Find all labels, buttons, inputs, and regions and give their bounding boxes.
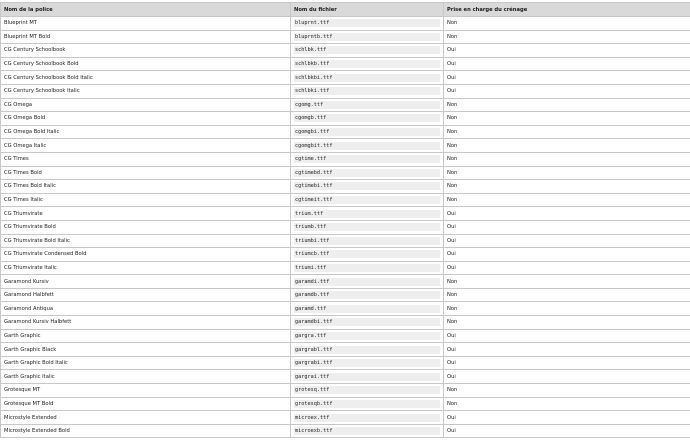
table-row (1, 44, 690, 58)
file-name-code: triumbi.ttf (294, 237, 440, 245)
kerning-cell: Non (444, 166, 690, 180)
table-row (1, 84, 690, 98)
file-name-code: schlbki.ttf (294, 87, 440, 95)
file-name-code: triumi.ttf (294, 264, 440, 272)
file-name-code: gargrabl.ttf (294, 346, 440, 354)
file-name-cell (291, 193, 444, 207)
table-row (1, 166, 690, 180)
kerning-cell: Oui (444, 207, 690, 221)
file-name-cell (291, 98, 444, 112)
table-row (1, 180, 690, 194)
kerning-cell: Non (444, 17, 690, 31)
table-row (1, 411, 690, 425)
table-header-row (1, 3, 690, 17)
file-name-cell (291, 248, 444, 262)
file-name-code: schlbkb.ttf (294, 60, 440, 68)
file-name-cell (291, 30, 444, 44)
kerning-cell: Non (444, 288, 690, 302)
table-row (1, 57, 690, 71)
font-name-cell: CG Triumvirate Bold (1, 220, 291, 234)
font-name-cell: Garth Graphic Black (1, 343, 291, 357)
column-header-file-name: Nom du fichier (291, 3, 444, 17)
table-row (1, 71, 690, 85)
file-name-cell (291, 370, 444, 384)
table-row (1, 139, 690, 153)
table-row (1, 17, 690, 31)
kerning-cell: Non (444, 397, 690, 411)
file-name-code: cgomg.ttf (294, 101, 440, 109)
file-name-cell (291, 234, 444, 248)
file-name-cell (291, 316, 444, 330)
file-name-code: gargrai.ttf (294, 373, 440, 381)
file-name-cell (291, 71, 444, 85)
table-row (1, 98, 690, 112)
file-name-cell (291, 152, 444, 166)
table-row (1, 112, 690, 126)
font-name-cell: Garth Graphic Bold Italic (1, 356, 291, 370)
file-name-code: triumcb.ttf (294, 250, 440, 258)
font-name-cell: CG Times Bold Italic (1, 180, 291, 194)
table-row (1, 248, 690, 262)
file-name-cell (291, 180, 444, 194)
font-name-cell: Garth Graphic (1, 329, 291, 343)
file-name-code: trium.ttf (294, 210, 440, 218)
file-name-code: cgtimebd.ttf (294, 169, 440, 177)
kerning-cell: Non (444, 193, 690, 207)
font-table (0, 2, 690, 438)
table-row (1, 397, 690, 411)
font-name-cell: CG Century Schoolbook Bold (1, 57, 291, 71)
kerning-cell: Oui (444, 424, 690, 438)
file-name-code: cgomgbit.ttf (294, 142, 440, 150)
file-name-code: garamdbi.ttf (294, 318, 440, 326)
font-name-cell: CG Triumvirate Italic (1, 261, 291, 275)
file-name-code: gargra.ttf (294, 332, 440, 340)
font-name-cell: CG Times Italic (1, 193, 291, 207)
file-name-cell (291, 207, 444, 221)
font-name-cell: Garamond Antiqua (1, 302, 291, 316)
kerning-cell: Non (444, 384, 690, 398)
kerning-cell: Oui (444, 329, 690, 343)
file-name-cell (291, 302, 444, 316)
file-name-code: grotesqb.ttf (294, 400, 440, 408)
file-name-code: garamd.ttf (294, 305, 440, 313)
table-row (1, 384, 690, 398)
font-name-cell: Garamond Kursiv Halbfett (1, 316, 291, 330)
font-name-cell: CG Century Schoolbook (1, 44, 291, 58)
kerning-cell: Oui (444, 343, 690, 357)
kerning-cell: Non (444, 275, 690, 289)
font-name-cell: Blueprint MT (1, 17, 291, 31)
file-name-code: microexb.ttf (294, 427, 440, 435)
file-name-cell (291, 17, 444, 31)
kerning-cell: Oui (444, 234, 690, 248)
kerning-cell: Oui (444, 248, 690, 262)
file-name-cell (291, 57, 444, 71)
file-name-cell (291, 288, 444, 302)
file-name-code: garamdb.ttf (294, 291, 440, 299)
file-name-cell (291, 384, 444, 398)
font-name-cell: CG Century Schoolbook Bold Italic (1, 71, 291, 85)
kerning-cell: Oui (444, 261, 690, 275)
font-name-cell: Garamond Halbfett (1, 288, 291, 302)
font-name-cell: CG Times (1, 152, 291, 166)
font-name-cell: CG Triumvirate Condensed Bold (1, 248, 291, 262)
kerning-cell: Non (444, 152, 690, 166)
file-name-code: schlbkbi.ttf (294, 74, 440, 82)
font-name-cell: Grotesque MT Bold (1, 397, 291, 411)
file-name-cell (291, 356, 444, 370)
table-row (1, 370, 690, 384)
table-row (1, 316, 690, 330)
kerning-cell: Oui (444, 411, 690, 425)
file-name-cell (291, 166, 444, 180)
font-name-cell: Blueprint MT Bold (1, 30, 291, 44)
file-name-code: microex.ttf (294, 414, 440, 422)
column-header-font-name: Nom de la police (1, 3, 291, 17)
file-name-code: garamdi.ttf (294, 278, 440, 286)
font-name-cell: Microstyle Extended (1, 411, 291, 425)
file-name-code: cgtimeit.ttf (294, 196, 440, 204)
kerning-cell: Non (444, 98, 690, 112)
font-name-cell: CG Times Bold (1, 166, 291, 180)
font-name-cell: CG Triumvirate (1, 207, 291, 221)
file-name-cell (291, 139, 444, 153)
table-row (1, 220, 690, 234)
file-name-code: cgtimebi.ttf (294, 182, 440, 190)
font-name-cell: CG Omega (1, 98, 291, 112)
font-name-cell: CG Triumvirate Bold Italic (1, 234, 291, 248)
file-name-code: grotesq.ttf (294, 386, 440, 394)
kerning-cell: Non (444, 180, 690, 194)
file-name-cell (291, 275, 444, 289)
table-row (1, 288, 690, 302)
kerning-cell: Oui (444, 71, 690, 85)
file-name-code: cgomgbi.ttf (294, 128, 440, 136)
table-row (1, 193, 690, 207)
file-name-cell (291, 84, 444, 98)
file-name-cell (291, 329, 444, 343)
file-name-code: gargrabi.ttf (294, 359, 440, 367)
kerning-cell: Oui (444, 356, 690, 370)
file-name-code: cgomgb.ttf (294, 114, 440, 122)
file-name-code: bluprnt.ttf (294, 19, 440, 27)
table-row (1, 356, 690, 370)
file-name-cell (291, 44, 444, 58)
kerning-cell: Oui (444, 57, 690, 71)
table-row (1, 152, 690, 166)
kerning-cell: Oui (444, 370, 690, 384)
font-table-body (1, 17, 690, 438)
kerning-cell: Non (444, 316, 690, 330)
table-row (1, 207, 690, 221)
font-name-cell: CG Omega Italic (1, 139, 291, 153)
kerning-cell: Non (444, 139, 690, 153)
kerning-cell: Non (444, 125, 690, 139)
file-name-code: bluprntb.ttf (294, 33, 440, 41)
file-name-cell (291, 112, 444, 126)
table-row (1, 275, 690, 289)
kerning-cell: Non (444, 302, 690, 316)
file-name-cell (291, 397, 444, 411)
file-name-cell (291, 125, 444, 139)
table-row (1, 302, 690, 316)
file-name-cell (291, 411, 444, 425)
file-name-code: cgtime.ttf (294, 155, 440, 163)
table-row (1, 424, 690, 438)
table-row (1, 261, 690, 275)
table-row (1, 30, 690, 44)
font-name-cell: CG Omega Bold (1, 112, 291, 126)
font-name-cell: Garth Graphic Italic (1, 370, 291, 384)
font-name-cell: CG Century Schoolbook Italic (1, 84, 291, 98)
table-row (1, 234, 690, 248)
file-name-cell (291, 343, 444, 357)
kerning-cell: Non (444, 30, 690, 44)
file-name-cell (291, 220, 444, 234)
kerning-cell: Non (444, 112, 690, 126)
file-name-code: schlbk.ttf (294, 46, 440, 54)
file-name-cell (291, 424, 444, 438)
file-name-code: triumb.ttf (294, 223, 440, 231)
font-name-cell: Garamond Kursiv (1, 275, 291, 289)
font-name-cell: Grotesque MT (1, 384, 291, 398)
table-row (1, 329, 690, 343)
kerning-cell: Oui (444, 84, 690, 98)
table-row (1, 125, 690, 139)
file-name-cell (291, 261, 444, 275)
kerning-cell: Oui (444, 44, 690, 58)
font-name-cell: CG Omega Bold Italic (1, 125, 291, 139)
column-header-kerning: Prise en charge du crénage (444, 3, 690, 17)
table-row (1, 343, 690, 357)
kerning-cell: Oui (444, 220, 690, 234)
font-name-cell: Microstyle Extended Bold (1, 424, 291, 438)
